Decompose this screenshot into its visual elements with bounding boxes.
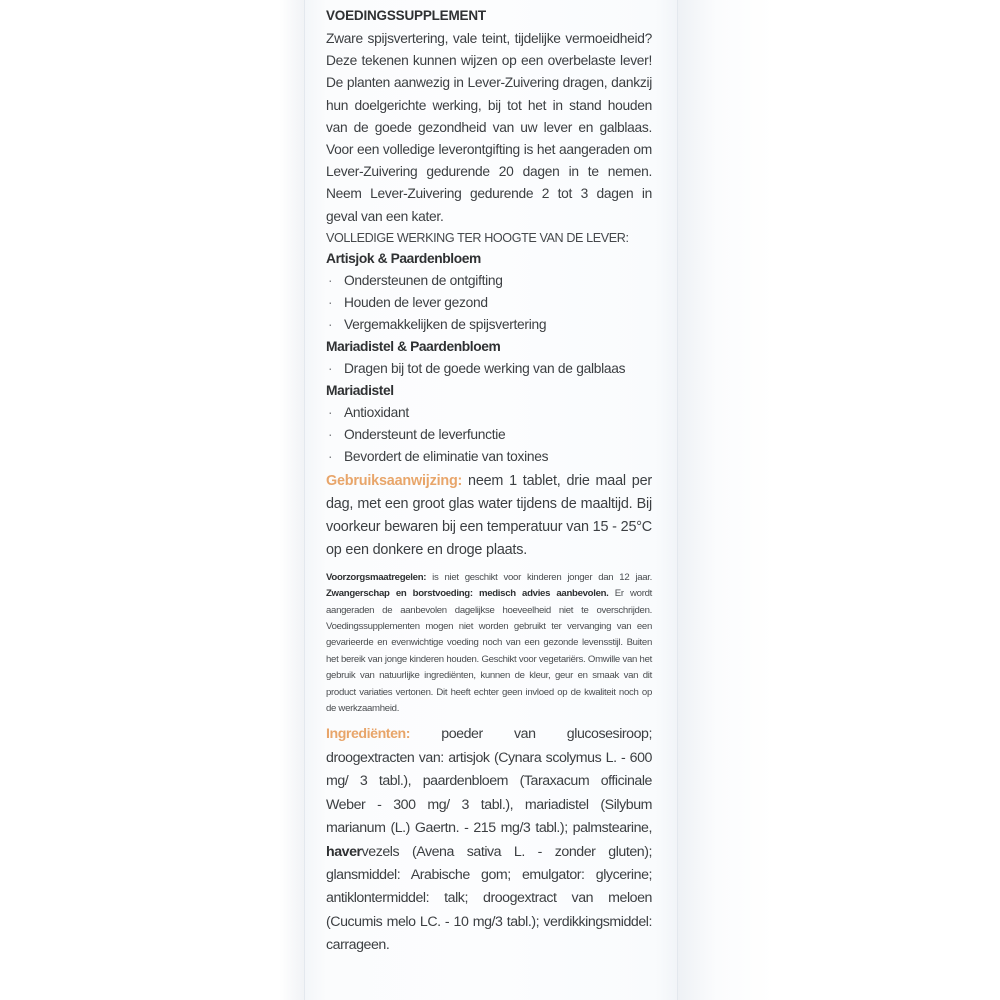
- group-title: Artisjok & Paardenbloem: [326, 250, 481, 266]
- benefit-item: [326, 446, 652, 468]
- precautions: [326, 570, 652, 718]
- benefit-group: [326, 380, 652, 468]
- ingredients-text-continued: vezels (Avena sativa L. - zonder gluten); glansmiddel: Arabische gom; emulgator: glycerine; antiklontermiddel: talk; droogextract van meloen (Cucumis melo LC. - 10 mg/3 tabl.); verdikkingsmiddel: carrageen.: [326, 843, 652, 954]
- liver-action-subheading: VOLLEDIGE WERKING TER HOOGTE VAN DE LEVER:: [326, 230, 629, 245]
- benefit-item-text: Ondersteunen de ontgifting: [344, 272, 503, 288]
- pregnancy-warning: Zwangerschap en borstvoeding: medisch advies aanbevolen.: [326, 588, 609, 600]
- benefit-item: [326, 358, 652, 380]
- benefit-group: [326, 336, 652, 380]
- benefit-item: [326, 292, 652, 314]
- usage-label: Gebruiksaanwijzing:: [326, 472, 463, 489]
- ingredients: [326, 723, 652, 957]
- bullet-icon: ·: [328, 404, 333, 420]
- benefit-item-text: Houden de lever gezond: [344, 294, 488, 310]
- ingredients-label: Ingrediënten:: [326, 726, 411, 743]
- precautions-text: is niet geschikt voor kinderen jonger dan 12 jaar.: [426, 571, 652, 583]
- section-title: VOEDINGSSUPPLEMENT: [326, 8, 486, 23]
- product-label: [304, 0, 678, 1000]
- bullet-icon: ·: [328, 448, 333, 464]
- ingredients-text: poeder van glucosesiroop; droogextracten van: artisjok (Cynara scolymus L. - 600 mg/ 3 tabl.), paardenbloem (Taraxacum officinale Weber - 300 mg/ 3 tabl.), mariadistel (Silybum marianum (L.) Gaertn. - 215 mg/3 tabl.); palmstearine,: [326, 726, 652, 837]
- precautions-label: Voorzorgsmaatregelen:: [326, 571, 427, 583]
- benefit-item: [326, 402, 652, 424]
- benefit-item-text: Vergemakkelijken de spijsvertering: [344, 316, 547, 332]
- benefit-item: [326, 270, 652, 292]
- label-text-column: [326, 6, 652, 958]
- intro-paragraph: Zware spijsvertering, vale teint, tijdelijke vermoeidheid? Deze tekenen kunnen wijzen op een overbelaste lever! De planten aanwezig in Lever-Zuivering dragen, dankzij hun doelgerichte werking, bij tot het in stand houden van de goede gezondheid van uw lever en galblaas. Voor een volledige leverontgifting is het aangeraden om Lever-Zuivering gedurende 20 dagen in te nemen. Neem Lever-Zuivering gedurende 2 tot 3 dagen in geval van een kater.: [326, 31, 652, 224]
- usage-text: neem 1 tablet, drie maal per dag, met een groot glas water tijdens de maaltijd. Bij voorkeur bewaren bij een temperatuur van 15 - 25°C op een donkere en droge plaats.: [326, 472, 652, 558]
- bullet-icon: ·: [328, 294, 333, 310]
- benefit-item: [326, 314, 652, 336]
- precautions-details: Er wordt aangeraden de aanbevolen dagelijkse hoeveelheid niet te overschrijden. Voedingssupplementen mogen niet worden gebruikt ter vervanging van een gevarieerde en evenwichtige voeding noch van een gezonde levensstijl. Buiten het bereik van jonge kinderen houden. Geschikt voor vegetariërs. Omwille van het gebruik van natuurlijke ingrediënten, kunnen de kleur, geur en smaak van dit product variaties vertonen. Dit heeft echter geen invloed op de kwaliteit noch op de werkzaamheid.: [326, 588, 652, 715]
- benefit-item-text: Antioxidant: [344, 404, 409, 420]
- benefit-item-text: Ondersteunt de leverfunctie: [344, 426, 506, 442]
- allergen-highlight: haver: [326, 843, 362, 860]
- background-right: [678, 0, 1000, 1000]
- bullet-icon: ·: [328, 316, 333, 332]
- benefit-item: [326, 424, 652, 446]
- benefit-item-text: Dragen bij tot de goede werking van de galblaas: [344, 360, 626, 376]
- bullet-icon: ·: [328, 360, 333, 376]
- benefit-group: [326, 248, 652, 336]
- bullet-icon: ·: [328, 426, 333, 442]
- usage-instructions: [326, 470, 652, 562]
- group-title: Mariadistel & Paardenbloem: [326, 338, 501, 354]
- background-left: [0, 0, 304, 1000]
- group-title: Mariadistel: [326, 382, 394, 398]
- bullet-icon: ·: [328, 272, 333, 288]
- benefit-item-text: Bevordert de eliminatie van toxines: [344, 448, 549, 464]
